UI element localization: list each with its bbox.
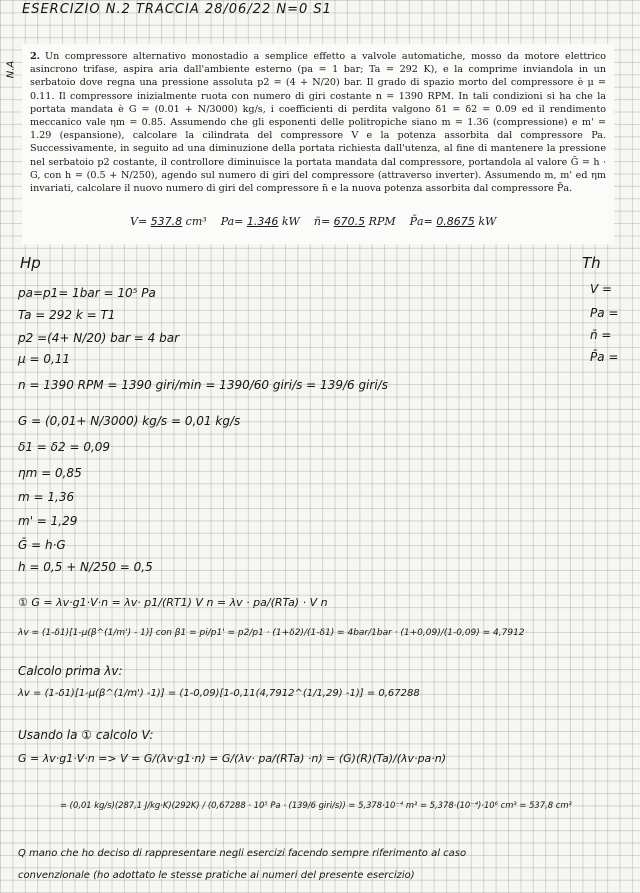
work-line: λv = (1-δ1)[1-μ(β^(1/m') -1)] = (1-0,09)[1-0,11(4,7912^(1/1,29) -1)] = 0,67288 xyxy=(18,688,420,699)
answer-n-label: n̄= xyxy=(313,215,331,228)
work-line: Usando la ① calcolo V: xyxy=(18,728,154,742)
work-line: = (0,01 kg/s)(287,1 J/kg·K)(292K) / (0,67288 · 10⁵ Pa · (139/6 giri/s)) = 5,378·10⁻⁴ m³ = 5,378·(10⁻⁴)·10⁶ cm³ = 537,8 cm³ xyxy=(60,800,572,810)
hypothesis-line: m = 1,36 xyxy=(18,490,75,504)
hypothesis-line: δ1 = δ2 = 0,09 xyxy=(18,440,111,454)
answer-pa-unit: kW xyxy=(281,215,300,228)
answer-v-label: V= xyxy=(130,215,148,228)
answer-n-unit: RPM xyxy=(368,215,396,228)
thesis-item: P̄a = xyxy=(590,350,619,364)
hypotheses-title: Hp xyxy=(20,254,41,272)
hypothesis-line: n = 1390 RPM = 1390 giri/min = 1390/60 giri/s = 139/6 giri/s xyxy=(18,378,388,392)
hypothesis-line: G = (0,01+ N/3000) kg/s = 0,01 kg/s xyxy=(18,414,241,428)
answer-n-value: 670.5 xyxy=(333,215,366,228)
thesis-item: n̄ = xyxy=(590,328,612,342)
page-header: ESERCIZIO N.2 TRACCIA 28/06/22 N=0 S1 xyxy=(22,2,332,17)
answer-pa-value: 1.346 xyxy=(246,215,279,228)
problem-statement xyxy=(22,44,614,244)
margin-note: N.A xyxy=(5,60,17,79)
answer-pa2-value: 0.8675 xyxy=(436,215,475,228)
thesis-item: Pa = xyxy=(590,306,619,320)
work-line: G = λv·g1·V·n => V = G/(λv·g1·n) = G/(λv· pa/(RTa) ·n) = (G)(R)(Ta)/(λv·pa·n) xyxy=(18,752,447,765)
hypothesis-line: m' = 1,29 xyxy=(18,514,78,528)
hypothesis-line: p2 =(4+ N/20) bar = 4 bar xyxy=(18,331,180,345)
work-line: λv = (1-δ1)[1-μ(β^(1/m') - 1)] con β1 = pi/p1' = p2/p1 · (1+δ2)/(1-δ1) = 4bar/1bar · (1+0,09)/(1-0,09) = 4,7912 xyxy=(18,628,525,638)
problem-number: 2. xyxy=(30,51,41,62)
hypothesis-line: ηm = 0,85 xyxy=(18,466,82,480)
hypothesis-line: h = 0,5 + N/250 = 0,5 xyxy=(18,560,153,574)
work-line: Q mano che ho deciso di rappresentare negli esercizi facendo sempre riferimento al caso xyxy=(18,848,467,859)
thesis-item: V = xyxy=(590,282,613,296)
answers-row xyxy=(130,215,496,228)
answer-pa2-unit: kW xyxy=(478,215,497,228)
answer-v-unit: cm³ xyxy=(185,215,207,228)
hypothesis-line: μ = 0,11 xyxy=(18,352,71,366)
theses-title: Th xyxy=(582,254,601,272)
answer-pa-label: Pa= xyxy=(220,215,244,228)
work-line: convenzionale (ho adottato le stesse pratiche ai numeri del presente esercizio) xyxy=(18,870,415,881)
problem-text: Un compressore alternativo monostadio a semplice effetto a valvole automatiche, mosso da motore elettrico asincrono trifase, aspira aria dall'ambiente esterno (pa = 1 bar; Ta = 292 K), e la comprime inviandola in un serbatoio dove regna una pressione assoluta p2 = (4 + N/20) bar. Il grado di spazio morto del compressore è μ = 0.11. Il compressore inizialmente ruota con numero di giri costante n = 1390 RPM. In tali condizioni si ha che la portata mandata è G = (0.01 + N/3000) kg/s, i coefficienti di perdita valgono δ1 = δ2 = 0.09 ed il rendimento meccanico vale ηm = 0.85. Assumendo che gli esponenti delle politropiche siano m = 1.36 (compressione) e m' = 1.29 (espansione), calcolare la cilindrata del compressore V e la potenza assorbita dal compressore Pa. Successivamente, in seguito ad una diminuzione della portata richiesta dall'utenza, al fine di mantenere la pressione nel serbatoio p2 costante, il controllore diminuisce la portata mandata dal compressore, portandola al valore Ḡ = h · G, con h = (0.5 + N/250), agendo sul numero di giri del compressore (attraverso inverter). Assumendo m, m' ed ηm invariati, calcolare il nuovo numero di giri del compressore n̄ e la nuova potenza assorbita dal compressore P̄a. xyxy=(30,51,606,195)
work-line: ① G = λv·g1·V·n = λv· p1/(RT1) V n = λv · pa/(RTa) · V n xyxy=(18,596,328,609)
answer-v-value: 537.8 xyxy=(150,215,183,228)
hypothesis-line: Ta = 292 k = T1 xyxy=(18,308,116,322)
answer-pa2-label: P̄a= xyxy=(409,215,433,228)
work-line: Calcolo prima λv: xyxy=(18,664,123,678)
hypothesis-line: pa=p1= 1bar = 10⁵ Pa xyxy=(18,286,156,300)
hypothesis-line: Ḡ = h·G xyxy=(18,538,66,552)
